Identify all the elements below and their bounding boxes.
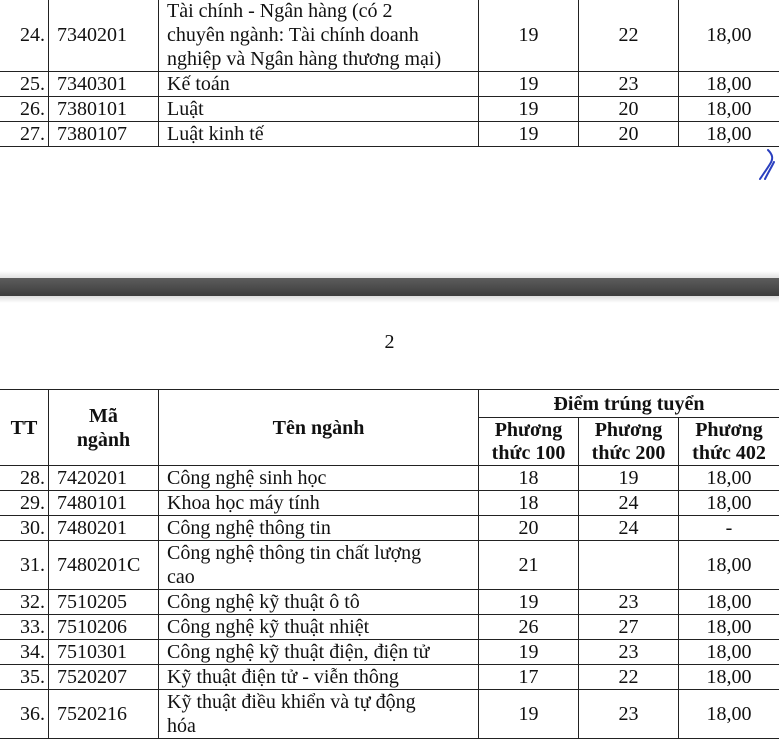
score-method-402: 18,00	[679, 690, 779, 739]
row-number: 31.	[0, 541, 49, 590]
score-method-402: 18,00	[679, 491, 779, 516]
table-row	[0, 665, 779, 690]
row-number: 35.	[0, 665, 49, 690]
major-code: 7520216	[49, 690, 159, 739]
major-code: 7380107	[49, 122, 159, 147]
bottom-table-body	[0, 466, 779, 739]
row-number: 24.	[0, 0, 49, 72]
major-name-line: Kỹ thuật điều khiển và tự động	[167, 691, 416, 713]
header-score-group: Điểm trúng tuyển	[479, 390, 779, 418]
row-number: 26.	[0, 97, 49, 122]
score-method-100: 21	[479, 541, 579, 590]
score-method-100: 18	[479, 466, 579, 491]
header-m100-line: thức 100	[491, 441, 566, 464]
major-name-line: hóa	[167, 715, 196, 737]
score-method-100: 26	[479, 615, 579, 640]
major-name-line: Công nghệ thông tin	[167, 517, 331, 539]
score-method-100: 20	[479, 516, 579, 541]
header-name: Tên ngành	[159, 390, 479, 466]
score-method-200: 23	[579, 640, 679, 665]
major-code: 7510301	[49, 640, 159, 665]
score-method-100: 19	[479, 97, 579, 122]
score-method-100: 17	[479, 665, 579, 690]
major-name-line: Tài chính - Ngân hàng (có 2	[167, 0, 393, 22]
major-name	[159, 122, 479, 147]
scores-table-top	[0, 0, 779, 147]
top-table-body	[0, 0, 779, 147]
major-code: 7340301	[49, 72, 159, 97]
header-method-402	[679, 418, 779, 466]
major-name	[159, 97, 479, 122]
score-method-402: 18,00	[679, 615, 779, 640]
table-row	[0, 122, 779, 147]
header-method-200	[579, 418, 679, 466]
score-method-100: 19	[479, 72, 579, 97]
row-number: 36.	[0, 690, 49, 739]
scores-table	[0, 389, 779, 739]
score-method-200: 22	[579, 665, 679, 690]
header-m100-line: Phương	[494, 418, 563, 441]
major-code: 7520207	[49, 665, 159, 690]
major-name-line: nghiệp và Ngân hàng thương mại)	[167, 48, 442, 70]
row-number: 33.	[0, 615, 49, 640]
major-name	[159, 690, 479, 739]
score-method-100: 19	[479, 122, 579, 147]
header-m200-line: thức 200	[591, 441, 666, 464]
score-method-200: 20	[579, 122, 679, 147]
table-row	[0, 466, 779, 491]
score-method-200: 23	[579, 690, 679, 739]
score-method-200: 24	[579, 491, 679, 516]
score-method-200: 24	[579, 516, 679, 541]
major-name-line: Công nghệ thông tin chất lượng	[167, 542, 422, 564]
header-m200-line: Phương	[594, 418, 663, 441]
table-header	[0, 390, 779, 466]
major-code: 7420201	[49, 466, 159, 491]
major-name	[159, 516, 479, 541]
score-method-402: 18,00	[679, 0, 779, 72]
table-row	[0, 615, 779, 640]
major-code: 7380101	[49, 97, 159, 122]
table-row	[0, 640, 779, 665]
major-name	[159, 541, 479, 590]
score-method-402: 18,00	[679, 466, 779, 491]
header-m402-line: thức 402	[692, 441, 766, 464]
score-method-402: 18,00	[679, 97, 779, 122]
score-method-402: 18,00	[679, 590, 779, 615]
major-name	[159, 491, 479, 516]
major-name-line: Công nghệ sinh học	[167, 467, 327, 489]
table-row	[0, 72, 779, 97]
major-name	[159, 665, 479, 690]
table-row	[0, 0, 779, 72]
row-number: 32.	[0, 590, 49, 615]
row-number: 30.	[0, 516, 49, 541]
score-method-100: 19	[479, 690, 579, 739]
major-code: 7480201C	[49, 541, 159, 590]
table-row	[0, 491, 779, 516]
major-name	[159, 466, 479, 491]
row-number: 27.	[0, 122, 49, 147]
score-method-100: 19	[479, 590, 579, 615]
score-method-100: 19	[479, 0, 579, 72]
score-method-402: 18,00	[679, 72, 779, 97]
row-number: 34.	[0, 640, 49, 665]
major-code: 7480101	[49, 491, 159, 516]
row-number: 29.	[0, 491, 49, 516]
score-method-402: 18,00	[679, 665, 779, 690]
major-name	[159, 0, 479, 72]
score-method-200: 20	[579, 97, 679, 122]
score-method-200	[579, 541, 679, 590]
table-row	[0, 690, 779, 739]
major-name-line: chuyên ngành: Tài chính doanh	[167, 24, 419, 46]
score-method-200: 27	[579, 615, 679, 640]
score-method-402: 18,00	[679, 640, 779, 665]
header-code	[49, 390, 159, 466]
major-code: 7340201	[49, 0, 159, 72]
page-gap-top-shade	[0, 271, 779, 278]
pen-mark-icon	[756, 148, 779, 182]
major-name-line: Khoa học máy tính	[167, 492, 320, 514]
major-name-line: Công nghệ kỹ thuật ô tô	[167, 591, 360, 613]
major-code: 7510206	[49, 615, 159, 640]
major-name-line: Công nghệ kỹ thuật điện, điện tử	[167, 641, 430, 663]
major-name-line: Luật kinh tế	[167, 123, 264, 145]
row-number: 28.	[0, 466, 49, 491]
score-method-100: 19	[479, 640, 579, 665]
major-name	[159, 615, 479, 640]
table-row	[0, 590, 779, 615]
score-method-200: 19	[579, 466, 679, 491]
major-name-line: Công nghệ kỹ thuật nhiệt	[167, 616, 370, 638]
header-code-line: ngành	[76, 428, 131, 451]
page-separator	[0, 278, 779, 296]
table-row	[0, 541, 779, 590]
major-name-line: Kế toán	[167, 73, 230, 95]
major-name-line: Luật	[167, 98, 204, 120]
page-number: 2	[384, 331, 395, 353]
major-name	[159, 640, 479, 665]
major-name	[159, 590, 479, 615]
major-name-line: Kỹ thuật điện tử - viễn thông	[167, 666, 399, 688]
score-method-100: 18	[479, 491, 579, 516]
header-tt: TT	[0, 390, 49, 466]
table-row	[0, 97, 779, 122]
score-method-200: 23	[579, 590, 679, 615]
header-m402-line: Phương	[695, 418, 763, 441]
major-name	[159, 72, 479, 97]
major-name-line: cao	[167, 566, 195, 588]
score-method-402: -	[679, 516, 779, 541]
header-code-line: Mã	[89, 404, 118, 427]
major-code: 7480201	[49, 516, 159, 541]
score-method-402: 18,00	[679, 122, 779, 147]
page-gap-bottom-shade	[0, 296, 779, 303]
header-method-100	[479, 418, 579, 466]
score-method-200: 23	[579, 72, 679, 97]
major-code: 7510205	[49, 590, 159, 615]
score-method-200: 22	[579, 0, 679, 72]
table-row	[0, 516, 779, 541]
score-method-402: 18,00	[679, 541, 779, 590]
row-number: 25.	[0, 72, 49, 97]
